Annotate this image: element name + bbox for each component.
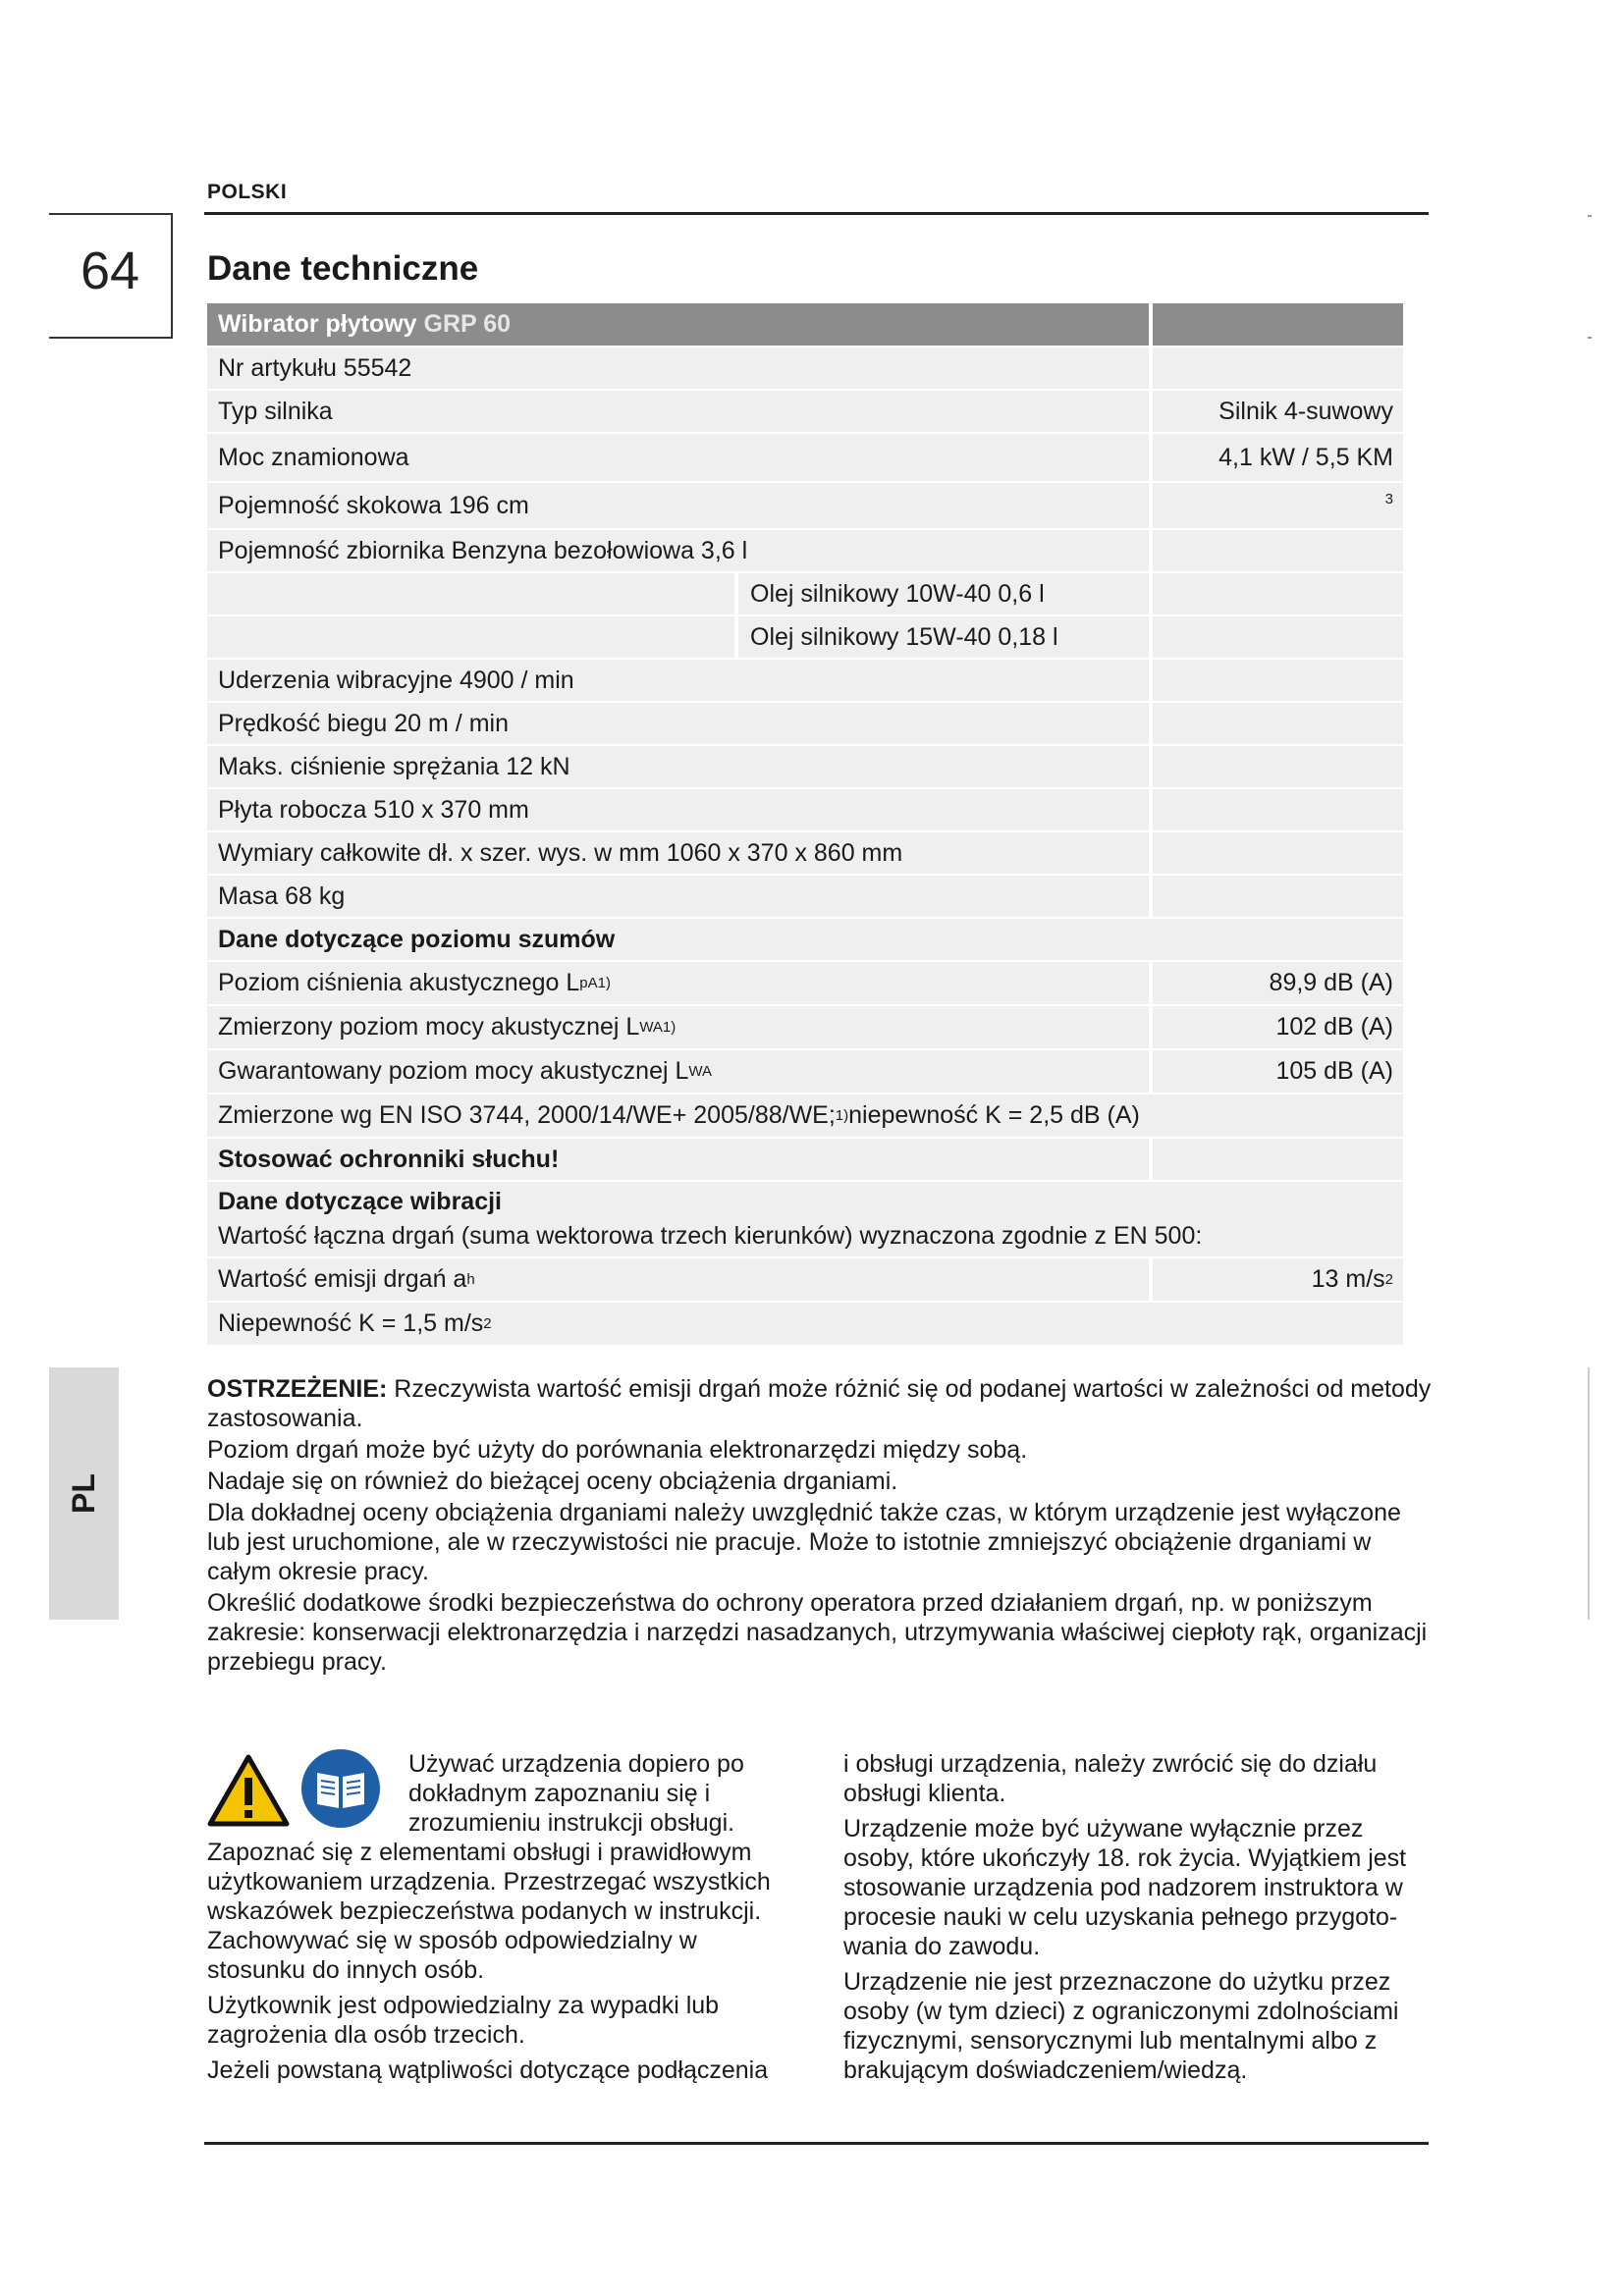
hearing-protection: Stosować ochronniki słuchu! (207, 1139, 1149, 1180)
safety-c1-p1: Zapoznać się z elementami obsługi i prawidłowym użytkowaniem urządzenia. Przestrzegać wszystkich wskazówek bezpieczeństwa podanych w instrukcji. Zachowywać się w sposób odpowiedzialny w stosunku do innych osób. (207, 1839, 771, 1984)
safety-c2-p3: Urządzenie nie jest przeznaczone do użytku przez osoby (w tym dzieci) z ograniczonymi zdolnościami fizycznymi, sensorycznymi lub mentalnymi albo z brakującym doświadczeniem/wiedzą. (843, 1968, 1399, 2084)
table-row (207, 703, 1403, 744)
language-side-tab-label-wrap (49, 1367, 119, 1620)
emission-sub: h (466, 1271, 475, 1288)
lwa-guaranteed-value: 105 dB (A) (1153, 1050, 1403, 1093)
table-row (207, 1139, 1403, 1180)
mass: Masa 68 kg (207, 876, 1149, 917)
table-cell-empty (1153, 616, 1403, 658)
language-header: POLSKI (207, 181, 288, 203)
table-cell-empty (1153, 347, 1403, 389)
uncertainty: Niepewność K = 1,5 m/s (218, 1309, 484, 1337)
bottom-rule (204, 2142, 1429, 2145)
vibration-info-cell (207, 1182, 1403, 1256)
product-name: Wibrator płytowy (218, 310, 417, 338)
table-row (207, 434, 1403, 481)
noise-heading: Dane dotyczące poziomu szumów (207, 919, 1403, 960)
warning-triangle-icon (207, 1754, 290, 1827)
warning-p3: Nadaje się on również do bieżącej oceny obciążenia drganiami. (207, 1468, 898, 1495)
lwa-guaranteed-label: Gwarantowany poziom mocy akustycznej L (218, 1057, 689, 1085)
table-cell-empty (1153, 660, 1403, 701)
displacement: Pojemność skokowa 196 cm (207, 483, 1149, 528)
table-row (207, 483, 1403, 528)
lwa-label: Zmierzony poziom mocy akustycznej L (218, 1013, 640, 1041)
oil-row (207, 573, 1149, 614)
safety-c1-p3: Jeżeli powstaną wątpliwości dotyczące podłączenia (207, 2056, 769, 2084)
safety-c2-p2: Urządzenie może być używane wyłącznie przez osoby, które ukończyły 18. rok życia. Wyjątkiem jest stosowanie urządzenia pod nadzorem instruktora w procesie nauki w celu uzyskania pełnego przygoto-wania do zawodu. (843, 1815, 1407, 1960)
emission-label-cell (207, 1258, 1149, 1301)
lwa-sup: 1) (662, 1019, 677, 1036)
lwa-value: 102 dB (A) (1153, 1006, 1403, 1048)
compaction-force: Maks. ciśnienie sprężania 12 kN (207, 746, 1149, 787)
oil-10w40: Olej silnikowy 10W-40 0,6 l (734, 573, 1149, 614)
measured-uncertainty: niepewność K = 2,5 dB (A) (848, 1101, 1140, 1129)
language-side-tab-label: PL (65, 1473, 101, 1514)
engine-type-label: Typ silnika (207, 391, 1149, 432)
table-row (207, 616, 1403, 658)
page-title: Dane techniczne (207, 249, 479, 288)
table-header-row (207, 303, 1403, 346)
warning-p2: Poziom drgań może być użyty do porównania elektronarzędzi między sobą. (207, 1436, 1028, 1464)
oil-row (207, 616, 1149, 658)
table-row (207, 789, 1403, 830)
power-label: Moc znamionowa (207, 434, 1149, 481)
warning-p1 (207, 1374, 1435, 1433)
table-cell-empty (1153, 530, 1403, 571)
table-header-right (1153, 303, 1403, 346)
table-row (207, 1050, 1403, 1093)
table-row (207, 573, 1403, 614)
emission-value: 13 m/s (1311, 1265, 1385, 1293)
lwa-guaranteed-sub: WA (688, 1063, 712, 1080)
safety-column-2 (843, 1749, 1433, 2091)
safety-c2-p1: i obsługi urządzenia, należy zwrócić się do działu obsługi klienta. (843, 1750, 1378, 1807)
article-number: Nr artykułu 55542 (207, 347, 1149, 389)
measured-standard-cell (207, 1095, 1403, 1137)
uncertainty-cell (207, 1303, 1403, 1345)
warning-p4: Dla dokładnej oceny obciążenia drganiami należy uwzględnić także czas, w którym urządzenie jest wyłączone lub jest uruchomione, ale w rzeczywistości nie pracuje. Może to istotnie zmniejszyć obciążenie drganiami w całym okresie pracy. (207, 1499, 1401, 1585)
table-row (207, 347, 1403, 389)
table-row (207, 1258, 1403, 1301)
safety-intro: Używać urządzenia dopiero po dokładnym zapoznaniu się i zrozumieniu instrukcji obsługi. (408, 1750, 744, 1837)
lpa-value: 89,9 dB (A) (1153, 962, 1403, 1004)
table-cell-empty (1153, 876, 1403, 917)
table-row (207, 876, 1403, 917)
tank-capacity: Pojemność zbiornika Benzyna bezołowiowa 3,6 l (207, 530, 1149, 571)
emission-label: Wartość emisji drgań a (218, 1265, 467, 1293)
measured-standard: Zmierzone wg EN ISO 3744, 2000/14/WE+ 2005/88/WE; (218, 1101, 836, 1129)
table-row (207, 1303, 1403, 1345)
emission-value-cell (1153, 1258, 1403, 1301)
table-row (207, 1095, 1403, 1137)
lwa-label-cell (207, 1006, 1149, 1048)
lwa-sub: WA (639, 1019, 663, 1036)
table-cell-empty (1153, 746, 1403, 787)
displacement-unit-sup: 3 (1153, 483, 1403, 528)
table-row (207, 391, 1403, 432)
vibration-heading: Dane dotyczące wibracji (218, 1188, 503, 1215)
working-plate: Płyta robocza 510 x 370 mm (207, 789, 1149, 830)
warning-label: OSTRZEŻENIE: (207, 1375, 388, 1403)
lwa-guaranteed-label-cell (207, 1050, 1149, 1093)
lpa-label: Poziom ciśnienia akustycznego L (218, 969, 580, 996)
table-cell-empty (1153, 1139, 1403, 1180)
vibration-strokes: Uderzenia wibracyjne 4900 / min (207, 660, 1149, 701)
edge-mark (1588, 337, 1592, 339)
lpa-sub: pA (579, 975, 598, 991)
table-cell-empty (1153, 573, 1403, 614)
table-row (207, 1182, 1403, 1256)
measured-sup: 1) (835, 1107, 849, 1124)
edge-line (1588, 1367, 1590, 1620)
overall-dimensions: Wymiary całkowite dł. x szer. wys. w mm 1060 x 370 x 860 mm (207, 832, 1149, 874)
safety-column-1 (207, 1838, 796, 2091)
engine-type-value: Silnik 4-suwowy (1153, 391, 1403, 432)
lpa-label-cell (207, 962, 1149, 1004)
travel-speed: Prędkość biegu 20 m / min (207, 703, 1149, 744)
product-model: GRP 60 (423, 310, 512, 338)
safety-c1-p2: Użytkownik jest odpowiedzialny za wypadki lub zagrożenia dla osób trzecich. (207, 1992, 720, 2049)
table-row (207, 746, 1403, 787)
emission-sup: 2 (1384, 1271, 1393, 1288)
table-header-cell (207, 303, 1149, 346)
power-value: 4,1 kW / 5,5 KM (1153, 434, 1403, 481)
table-row (207, 962, 1403, 1004)
table-cell-empty (1153, 789, 1403, 830)
vibration-description: Wartość łączna drgań (suma wektorowa trzech kierunków) wyznaczona zgodnie z EN 500: (218, 1222, 1203, 1250)
table-cell-empty (1153, 703, 1403, 744)
table-cell-empty (1153, 832, 1403, 874)
uncertainty-sup: 2 (483, 1315, 492, 1332)
oil-15w40: Olej silnikowy 15W-40 0,18 l (734, 616, 1149, 658)
warning-p5: Określić dodatkowe środki bezpieczeństwa do ochrony operatora przed działaniem drgań, np. w poniższym zakresie: konserwacji elektronarzędzia i narzędzi nasadzanych, utrzymywania właściwej ciepłoty rąk, organizacji przebiegu pracy. (207, 1589, 1428, 1676)
vibration-warning (207, 1374, 1435, 1679)
table-row (207, 832, 1403, 874)
lpa-sup: 1) (597, 975, 611, 991)
table-row (207, 1006, 1403, 1048)
table-row (207, 660, 1403, 701)
read-manual-icon (299, 1747, 382, 1830)
top-rule (204, 212, 1429, 215)
page-number: 64 (80, 241, 140, 300)
table-row (207, 919, 1403, 960)
edge-mark (1588, 215, 1592, 217)
table-row (207, 530, 1403, 571)
warning-text-1: Rzeczywista wartość emisji drgań może różnić się od podanej wartości w zależności od metody zastosowania. (207, 1375, 1432, 1432)
